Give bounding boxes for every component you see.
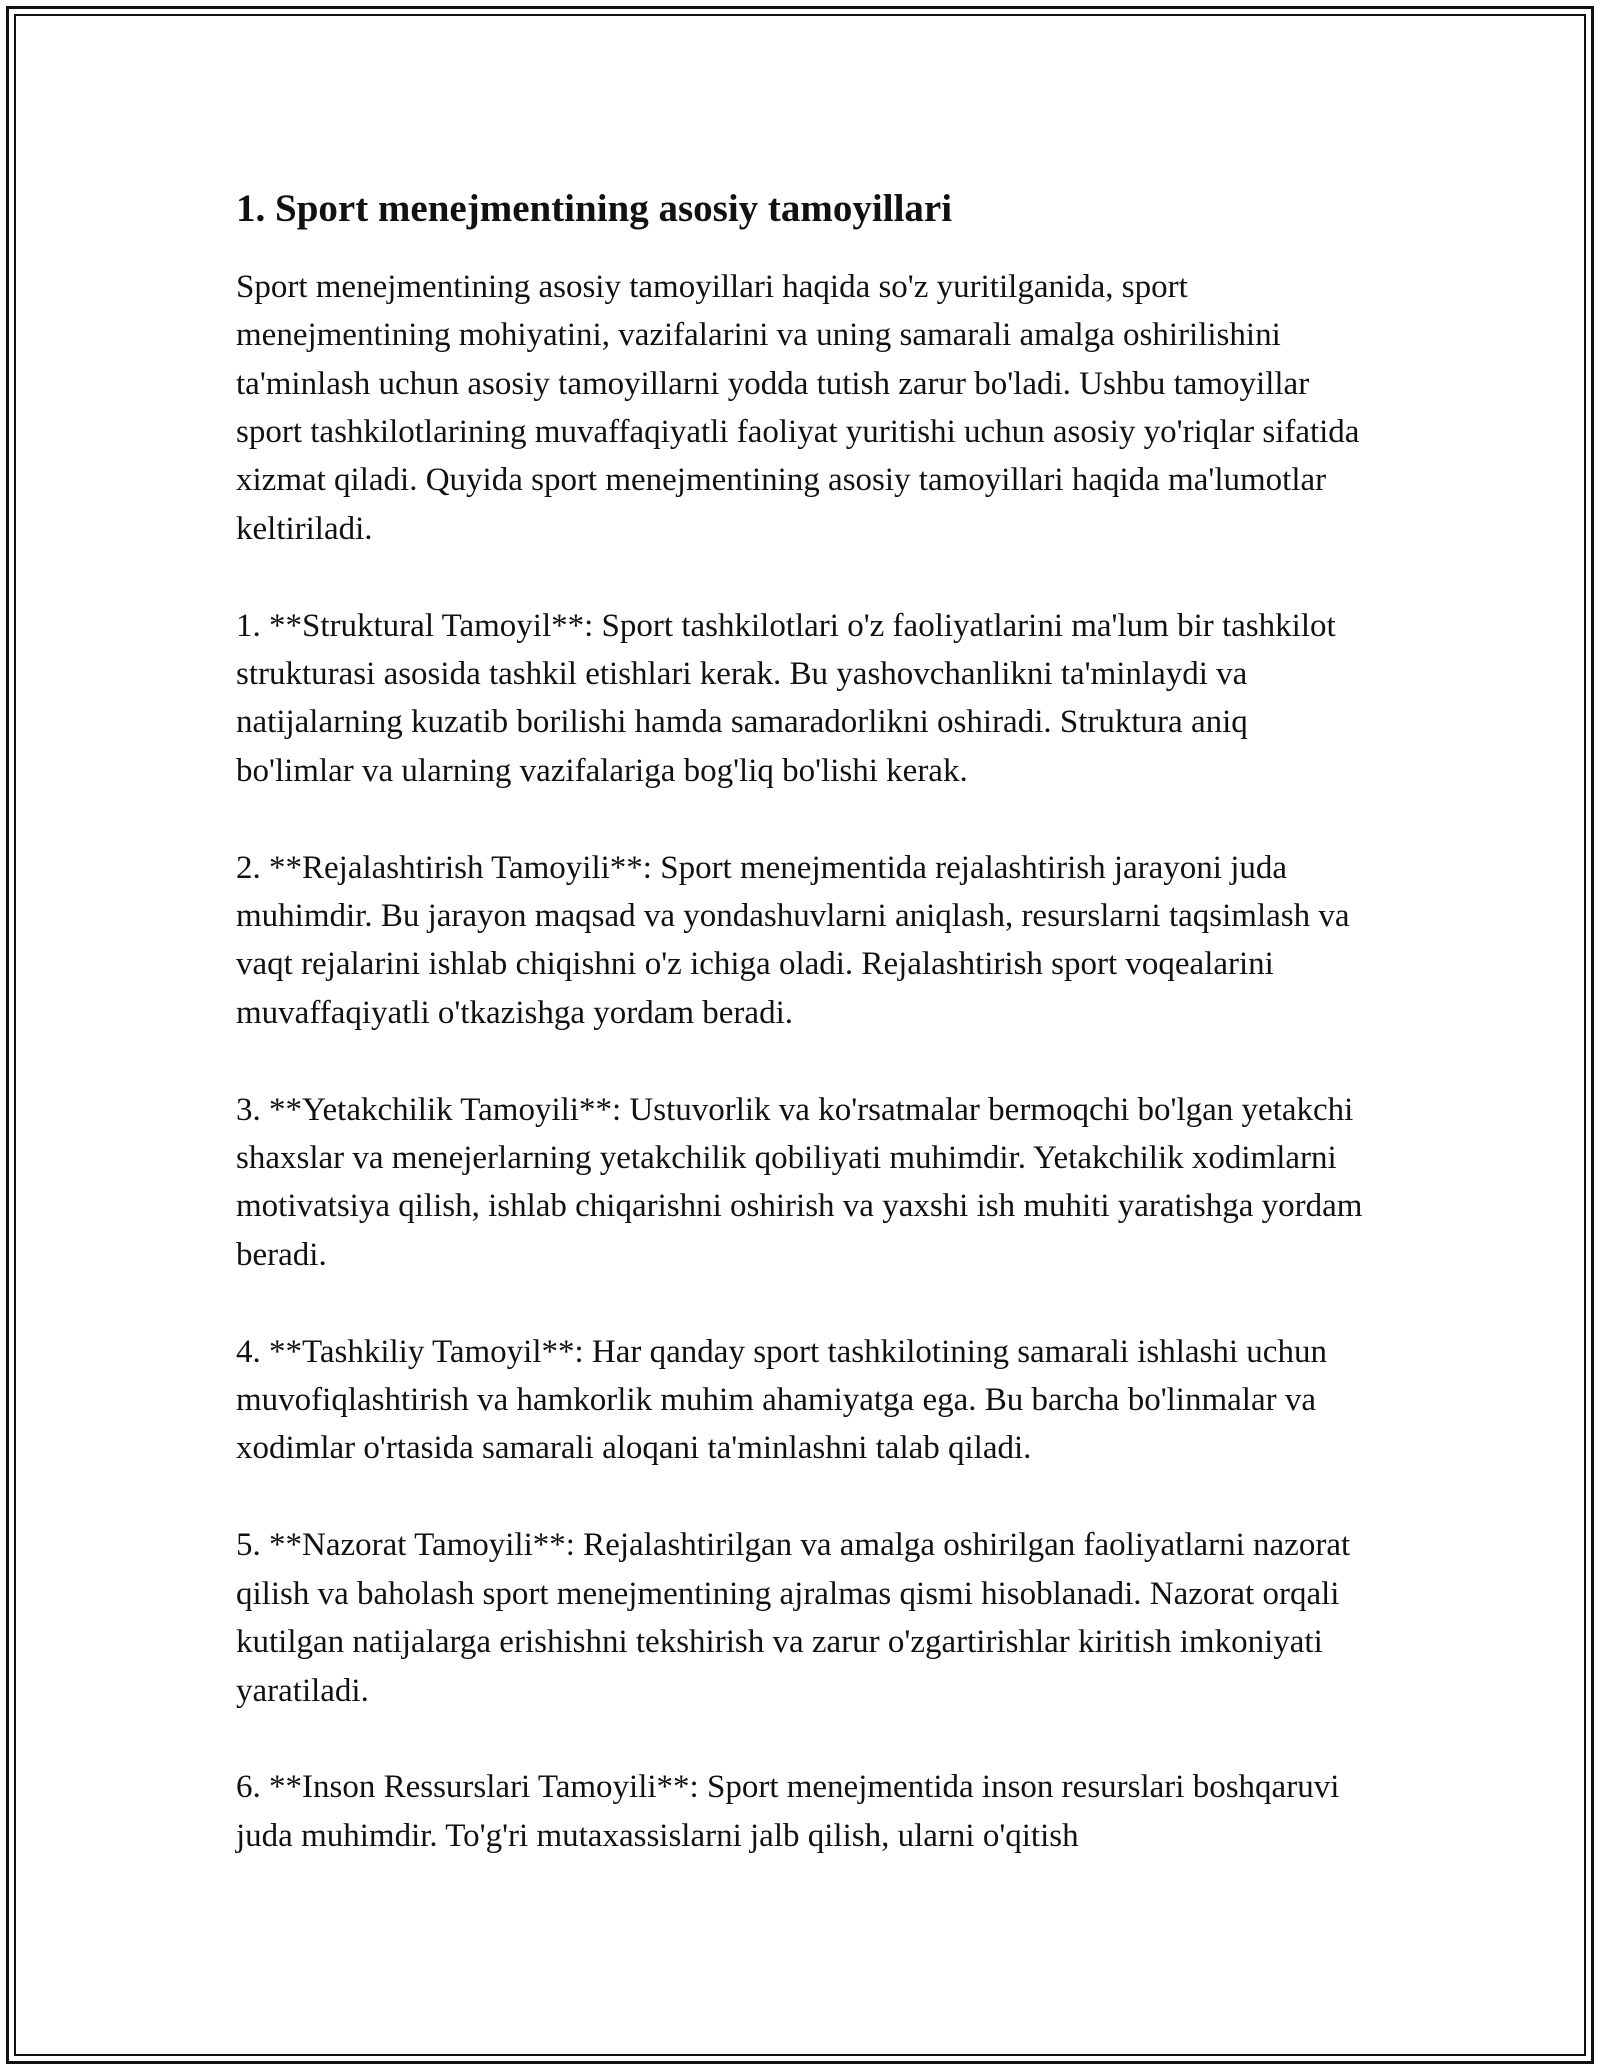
- principle-control-paragraph: 5. **Nazorat Tamoyili**: Rejalashtirilgan va amalga oshirilgan faoliyatlarni nazorat qilish va baholash sport menejmentining ajralmas qismi hisoblanadi. Nazorat orqali kutilgan natijalarga erishishni tekshirish va zarur o'zgartirishlar kiritish imkoniyati yaratiladi.: [236, 1527, 1351, 1709]
- principle-leadership-paragraph: 3. **Yetakchilik Tamoyili**: Ustuvorlik va ko'rsatmalar bermoqchi bo'lgan yetakchi shaxslar va menejerlarning yetakchilik qobiliyati muhimdir. Yetakchilik xodimlarni motivatsiya qilish, ishlab chiqarishni oshirish va yaxshi ish muhiti yaratishga yordam beradi.: [236, 1091, 1363, 1273]
- intro-paragraph: Sport menejmentining asosiy tamoyillari haqida so'z yuritilganida, sport menejmentining mohiyatini, vazifalarini va uning samarali amalga oshirilishini ta'minlash uchun asosiy tamoyillarni yodda tutish zarur bo'ladi. Ushbu tamoyillar sport tashkilotlarining muvaffaqiyatli faoliyat yuritishi uchun asosiy yo'riqlar sifatida xizmat qiladi. Quyida sport menejmentining asosiy tamoyillari haqida ma'lumotlar keltiriladi.: [236, 268, 1360, 547]
- principle-planning-paragraph: 2. **Rejalashtirish Tamoyili**: Sport menejmentida rejalashtirish jarayoni juda muhimdir. Bu jarayon maqsad va yondashuvlarni aniqlash, resurslarni taqsimlash va vaqt rejalarini ishlab chiqishni o'z ichiga oladi. Rejalashtirish sport voqealarini muvaffaqiyatli o'tkazishga yordam beradi.: [236, 849, 1350, 1031]
- principle-structural-paragraph: 1. **Struktural Tamoyil**: Sport tashkilotlari o'z faoliyatlarini ma'lum bir tashkilot strukturasi asosida tashkil etishlari kerak. Bu yashovchanlikni ta'minlaydi va natijalarning kuzatib borilishi hamda samaradorlikni oshiradi. Struktura aniq bo'limlar va ularning vazifalariga bog'liq bo'lishi kerak.: [236, 607, 1336, 789]
- section-heading: 1. Sport menejmentining asosiy tamoyillari: [236, 187, 953, 230]
- document-body: [236, 186, 1366, 1860]
- principle-human-resources-paragraph: 6. **Inson Ressurslari Tamoyili**: Sport menejmentida inson resurslari boshqaruvi juda muhimdir. To'g'ri mutaxassislarni jalb qilish, ularni o'qitish: [236, 1769, 1340, 1854]
- principle-organizational-paragraph: 4. **Tashkiliy Tamoyil**: Har qanday sport tashkilotining samarali ishlashi uchun muvofiqlashtirish va hamkorlik muhim ahamiyatga ega. Bu barcha bo'linmalar va xodimlar o'rtasida samarali aloqani ta'minlashni talab qiladi.: [236, 1333, 1327, 1467]
